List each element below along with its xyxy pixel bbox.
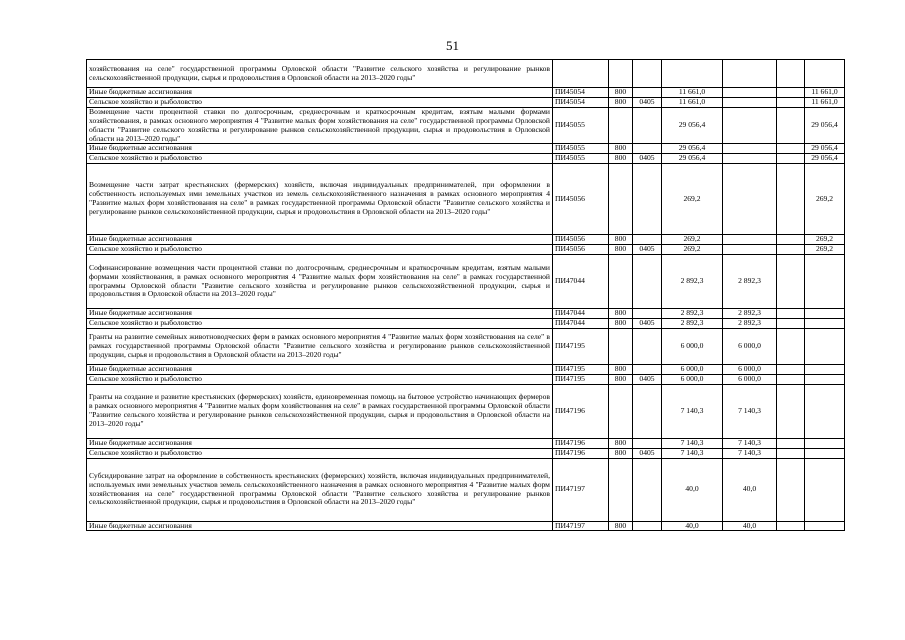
table-row [87, 328, 845, 364]
row-amount-4 [805, 521, 845, 531]
row-amount-3 [777, 60, 805, 88]
table-row [87, 255, 845, 309]
row-amount-2: 40,0 [723, 521, 777, 531]
row-expense-type [609, 328, 633, 364]
row-amount-2: 7 140,3 [723, 438, 777, 448]
row-total: 29 056,4 [662, 154, 723, 164]
row-amount-3 [777, 88, 805, 98]
row-section [633, 144, 662, 154]
row-amount-4: 11 661,0 [805, 88, 845, 98]
row-code: ПИ47044 [553, 318, 609, 328]
table-row [87, 154, 845, 164]
row-amount-4 [805, 364, 845, 374]
row-name: Софинансирование возмещения части процентной ставки по долгосрочным, среднесрочным и краткосрочным кредитам, взятым малыми формами хозяйствования, в рамках основного мероприятия 4 "Развитие малых форм хозяйствования на селе" в рамках государственной программы Орловской области "Развитие сельского хозяйства и регулирование рынков сельскохозяйственной продукции, сырья и продовольствия в Орловской области на 2013–2020 годы" [87, 255, 553, 309]
row-name: Иные бюджетные ассигнования [87, 235, 553, 245]
row-amount-3 [777, 521, 805, 531]
budget-table-body [87, 60, 845, 531]
row-amount-2 [723, 154, 777, 164]
row-code: ПИ47197 [553, 458, 609, 521]
row-name: Субсидирование затрат на оформление в собственность крестьянских (фермерских) хозяйств, включая индивидуальных предпринимателей, используемых ими земельных участков земель сельскохозяйственного назначения в рамках основного мероприятия 4 "Развитие малых форм хозяйствования на селе" государственной программы Орловской области "Развитие сельского хозяйства и регулирование рынков сельскохозяйственной продукции, сырья и продовольствия в Орловской области на 2013–2020 годы" [87, 458, 553, 521]
row-amount-3 [777, 164, 805, 235]
row-code: ПИ47195 [553, 374, 609, 384]
row-amount-2: 7 140,3 [723, 448, 777, 458]
row-amount-3 [777, 235, 805, 245]
row-amount-4 [805, 448, 845, 458]
row-expense-type: 800 [609, 374, 633, 384]
table-row [87, 144, 845, 154]
row-section [633, 88, 662, 98]
row-name: Иные бюджетные ассигнования [87, 88, 553, 98]
row-name: Иные бюджетные ассигнования [87, 309, 553, 319]
row-section: 0405 [633, 318, 662, 328]
row-expense-type: 800 [609, 144, 633, 154]
table-row [87, 448, 845, 458]
row-code: ПИ45055 [553, 107, 609, 144]
table-row [87, 88, 845, 98]
row-total: 7 140,3 [662, 448, 723, 458]
row-amount-4 [805, 374, 845, 384]
row-expense-type [609, 384, 633, 438]
row-section: 0405 [633, 374, 662, 384]
row-amount-4 [805, 255, 845, 309]
row-name: Сельское хозяйство и рыболовство [87, 97, 553, 107]
table-row [87, 309, 845, 319]
row-amount-4 [805, 309, 845, 319]
row-amount-2 [723, 245, 777, 255]
row-code: ПИ47196 [553, 438, 609, 448]
row-amount-2: 2 892,3 [723, 318, 777, 328]
row-section: 0405 [633, 154, 662, 164]
row-code: ПИ45056 [553, 245, 609, 255]
row-amount-4 [805, 318, 845, 328]
row-code: ПИ47195 [553, 328, 609, 364]
row-amount-4: 29 056,4 [805, 154, 845, 164]
row-code: ПИ47195 [553, 364, 609, 374]
row-section [633, 164, 662, 235]
row-name: Иные бюджетные ассигнования [87, 364, 553, 374]
row-section [633, 255, 662, 309]
row-amount-4: 29 056,4 [805, 107, 845, 144]
row-amount-4 [805, 438, 845, 448]
table-row [87, 521, 845, 531]
row-name: Гранты на развитие семейных животноводческих ферм в рамках основного мероприятия 4 "Развитие малых форм хозяйствования на селе" в рамках государственной программы Орловской области "Развитие сельского хозяйства и регулирование рынков сельскохозяйственной продукции, сырья и продовольствия в Орловской области на 2013–2020 годы" [87, 328, 553, 364]
row-name: Гранты на создание и развитие крестьянских (фермерских) хозяйств, единовременная помощь на бытовое устройство начинающих фермеров в рамках основного мероприятия 4 "Развитие малых форм хозяйствования на селе" в рамках государственной программы Орловской области "Развитие сельского хозяйства и регулирование рынков сельскохозяйственной продукции, сырья и продовольствия в Орловской области на 2013–2020 годы" [87, 384, 553, 438]
row-amount-4 [805, 458, 845, 521]
table-row [87, 97, 845, 107]
row-total: 269,2 [662, 245, 723, 255]
row-code: ПИ45056 [553, 164, 609, 235]
row-name: хозяйствования на селе" государственной программы Орловской области "Развитие сельского хозяйства и регулирование рынков сельскохозяйственной продукции, сырья и продовольствия в Орловской области на 2013–2020 годы" [87, 60, 553, 88]
row-code: ПИ45054 [553, 97, 609, 107]
row-code: ПИ47197 [553, 521, 609, 531]
row-section [633, 60, 662, 88]
row-expense-type [609, 107, 633, 144]
row-amount-3 [777, 107, 805, 144]
row-amount-3 [777, 364, 805, 374]
row-total: 6 000,0 [662, 374, 723, 384]
row-section [633, 384, 662, 438]
row-name: Иные бюджетные ассигнования [87, 438, 553, 448]
row-section: 0405 [633, 97, 662, 107]
row-total: 29 056,4 [662, 144, 723, 154]
row-name: Сельское хозяйство и рыболовство [87, 374, 553, 384]
row-amount-2: 6 000,0 [723, 374, 777, 384]
table-row [87, 374, 845, 384]
page-number: 51 [446, 38, 459, 53]
row-amount-4 [805, 384, 845, 438]
row-section [633, 107, 662, 144]
row-section [633, 458, 662, 521]
row-expense-type: 800 [609, 154, 633, 164]
row-amount-3 [777, 374, 805, 384]
row-code: ПИ45056 [553, 235, 609, 245]
row-expense-type [609, 60, 633, 88]
row-total: 2 892,3 [662, 309, 723, 319]
row-amount-3 [777, 309, 805, 319]
row-total: 6 000,0 [662, 364, 723, 374]
row-total: 269,2 [662, 235, 723, 245]
row-total: 269,2 [662, 164, 723, 235]
row-amount-3 [777, 154, 805, 164]
row-code: ПИ47044 [553, 309, 609, 319]
row-expense-type: 800 [609, 235, 633, 245]
table-row [87, 245, 845, 255]
row-name: Возмещение части затрат крестьянских (фермерских) хозяйств, включая индивидуальных предпринимателей, при оформлении в собственность используемых ими земельных участков из земель сельскохозяйственного назначения в рамках основного мероприятия 4 "Развитие малых форм хозяйствования на селе" в рамках государственной программы Орловской области "Развитие сельского хозяйства и регулирование рынков сельскохозяйственной продукции, сырья и продовольствия в Орловской области на 2013–2020 годы" [87, 164, 553, 235]
row-name: Возмещение части процентной ставки по долгосрочным, среднесрочным и краткосрочным кредитам, взятым малыми формами хозяйствования, в рамках основного мероприятия 4 "Развитие малых форм хозяйствования на селе" государственной программы Орловской области "Развитие сельского хозяйства и регулирование рынков сельскохозяйственной продукции, сырья и продовольствия в Орловской области на 2013–2020 годы" [87, 107, 553, 144]
budget-table [86, 59, 845, 531]
row-name: Иные бюджетные ассигнования [87, 144, 553, 154]
row-total: 40,0 [662, 458, 723, 521]
row-amount-4: 269,2 [805, 235, 845, 245]
table-row [87, 384, 845, 438]
row-amount-3 [777, 384, 805, 438]
row-code: ПИ45055 [553, 144, 609, 154]
row-amount-2: 40,0 [723, 458, 777, 521]
row-amount-2: 2 892,3 [723, 309, 777, 319]
row-total: 29 056,4 [662, 107, 723, 144]
table-row [87, 458, 845, 521]
row-name: Сельское хозяйство и рыболовство [87, 318, 553, 328]
row-amount-2 [723, 88, 777, 98]
row-section: 0405 [633, 448, 662, 458]
row-amount-2: 6 000,0 [723, 328, 777, 364]
row-name: Сельское хозяйство и рыболовство [87, 245, 553, 255]
row-expense-type [609, 255, 633, 309]
row-amount-3 [777, 245, 805, 255]
row-total: 2 892,3 [662, 318, 723, 328]
row-expense-type: 800 [609, 245, 633, 255]
row-section [633, 521, 662, 531]
row-amount-2 [723, 107, 777, 144]
table-row [87, 364, 845, 374]
row-name: Иные бюджетные ассигнования [87, 521, 553, 531]
row-amount-3 [777, 438, 805, 448]
row-code: ПИ47044 [553, 255, 609, 309]
row-amount-2: 2 892,3 [723, 255, 777, 309]
row-section [633, 438, 662, 448]
row-total: 7 140,3 [662, 384, 723, 438]
row-expense-type [609, 164, 633, 235]
row-name: Сельское хозяйство и рыболовство [87, 154, 553, 164]
row-total: 7 140,3 [662, 438, 723, 448]
row-expense-type: 800 [609, 97, 633, 107]
row-amount-2 [723, 144, 777, 154]
row-amount-3 [777, 328, 805, 364]
row-amount-2 [723, 60, 777, 88]
row-amount-3 [777, 255, 805, 309]
row-amount-3 [777, 144, 805, 154]
row-code: ПИ45054 [553, 88, 609, 98]
row-expense-type: 800 [609, 309, 633, 319]
row-amount-3 [777, 448, 805, 458]
row-amount-4: 11 661,0 [805, 97, 845, 107]
row-amount-2: 7 140,3 [723, 384, 777, 438]
row-code [553, 60, 609, 88]
row-expense-type: 800 [609, 318, 633, 328]
row-expense-type [609, 458, 633, 521]
row-section [633, 309, 662, 319]
row-expense-type: 800 [609, 88, 633, 98]
row-total: 6 000,0 [662, 328, 723, 364]
row-name: Сельское хозяйство и рыболовство [87, 448, 553, 458]
row-code: ПИ47196 [553, 448, 609, 458]
row-amount-3 [777, 458, 805, 521]
row-code: ПИ47196 [553, 384, 609, 438]
row-amount-4: 269,2 [805, 245, 845, 255]
row-total: 11 661,0 [662, 97, 723, 107]
row-expense-type: 800 [609, 438, 633, 448]
table-row [87, 318, 845, 328]
row-amount-2 [723, 235, 777, 245]
table-row [87, 107, 845, 144]
table-row [87, 438, 845, 448]
row-amount-4: 269,2 [805, 164, 845, 235]
table-row [87, 235, 845, 245]
row-amount-4 [805, 60, 845, 88]
table-row [87, 60, 845, 88]
row-total: 2 892,3 [662, 255, 723, 309]
row-expense-type: 800 [609, 364, 633, 374]
row-amount-2 [723, 97, 777, 107]
row-total: 11 661,0 [662, 88, 723, 98]
row-code: ПИ45055 [553, 154, 609, 164]
row-amount-2: 6 000,0 [723, 364, 777, 374]
row-total [662, 60, 723, 88]
row-section: 0405 [633, 245, 662, 255]
row-total: 40,0 [662, 521, 723, 531]
row-amount-3 [777, 318, 805, 328]
row-section [633, 328, 662, 364]
row-amount-2 [723, 164, 777, 235]
row-amount-3 [777, 97, 805, 107]
row-amount-4 [805, 328, 845, 364]
row-section [633, 235, 662, 245]
row-section [633, 364, 662, 374]
row-amount-4: 29 056,4 [805, 144, 845, 154]
row-expense-type: 800 [609, 448, 633, 458]
row-expense-type: 800 [609, 521, 633, 531]
table-row [87, 164, 845, 235]
